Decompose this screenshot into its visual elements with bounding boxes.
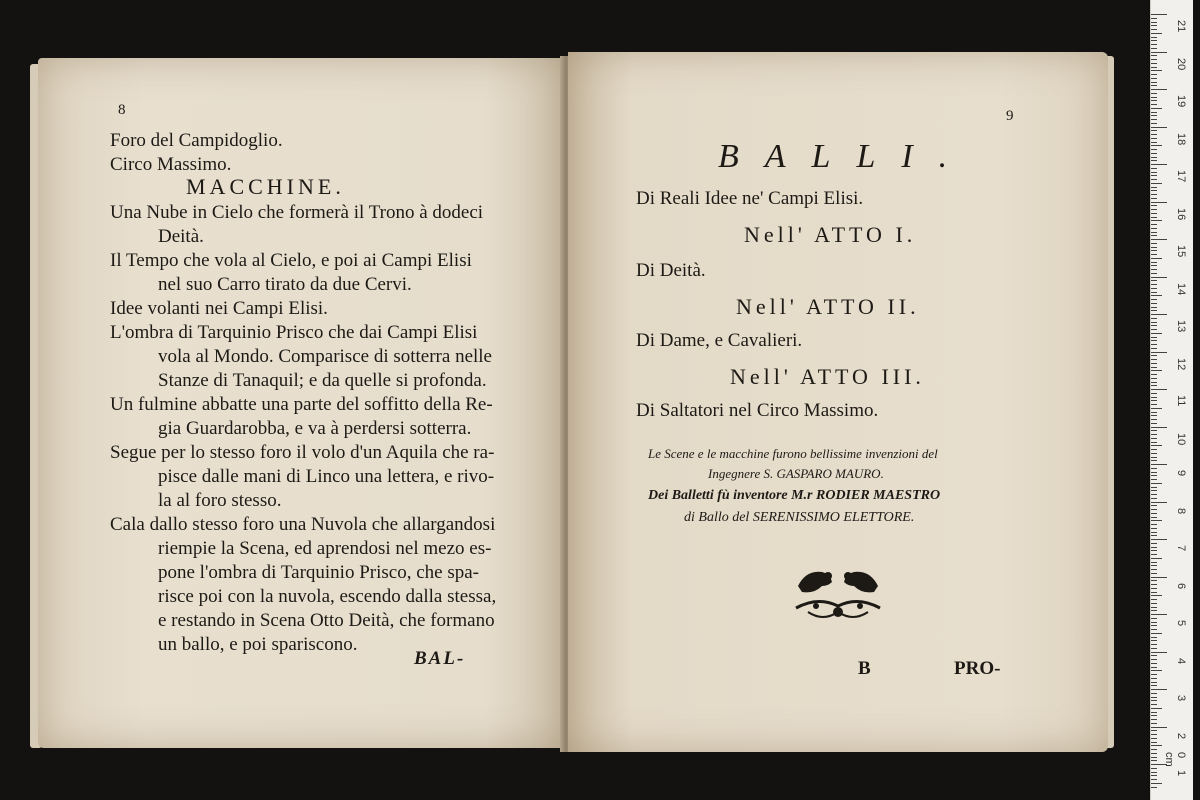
ruler-tick — [1151, 29, 1157, 30]
right-page-number: 9 — [1006, 108, 1014, 124]
ruler-tick — [1151, 498, 1157, 499]
ruler-tick — [1151, 719, 1157, 720]
ruler-tick — [1151, 449, 1157, 450]
ruler-tick — [1151, 205, 1157, 206]
ruler-tick — [1151, 40, 1157, 41]
ruler-tick — [1151, 303, 1157, 304]
text-line: Una Nube in Cielo che formerà il Trono à dodeci — [110, 202, 484, 223]
ruler-tick — [1151, 779, 1157, 780]
ruler-tick — [1151, 727, 1167, 728]
ruler-tick — [1151, 337, 1157, 338]
text-line: L'ombra di Tarquinio Prisco che dai Campi Elisi — [110, 322, 478, 343]
text-line: risce poi con la nuvola, escendo dalla stessa, — [158, 586, 497, 607]
ruler-number: 2 — [1175, 732, 1187, 739]
ruler-tick — [1151, 340, 1157, 341]
ruler-tick — [1151, 367, 1157, 368]
ruler-tick — [1151, 258, 1162, 259]
ruler-tick — [1151, 419, 1157, 420]
ruler-tick — [1151, 344, 1157, 345]
ruler-tick — [1151, 697, 1157, 698]
ruler-tick — [1151, 472, 1157, 473]
ruler-tick — [1151, 352, 1167, 353]
ruler-tick — [1151, 622, 1157, 623]
ruler-tick — [1151, 202, 1167, 203]
ruler-tick — [1151, 427, 1167, 428]
ruler-tick — [1151, 55, 1157, 56]
text-line: riempie la Scena, ed aprendosi nel mezo es- — [158, 538, 492, 559]
catchword: BAL- — [414, 648, 466, 669]
ruler-tick — [1151, 318, 1157, 319]
ruler-tick — [1151, 85, 1157, 86]
text-line: e restando in Scena Otto Deità, che formano — [158, 610, 495, 631]
ruler-tick — [1151, 457, 1157, 458]
ruler-tick — [1151, 633, 1162, 634]
ruler-tick — [1151, 250, 1157, 251]
ruler-tick — [1151, 292, 1157, 293]
text-line: pisce dalle mani di Linco una lettera, e rivo- — [158, 466, 495, 487]
ruler-tick — [1151, 254, 1157, 255]
ruler-number: 16 — [1175, 207, 1187, 220]
ruler-tick — [1151, 363, 1157, 364]
ruler-number: 12 — [1175, 357, 1187, 370]
ruler-tick — [1151, 153, 1157, 154]
ruler-tick — [1151, 307, 1157, 308]
ruler-tick — [1151, 239, 1167, 240]
ruler-tick — [1151, 517, 1157, 518]
ruler-tick — [1151, 655, 1157, 656]
ruler-tick — [1151, 753, 1157, 754]
credit-line: Le Scene e le macchine furono bellissime invenzioni del — [648, 446, 938, 461]
ruler-tick — [1151, 670, 1162, 671]
ruler-tick — [1151, 172, 1157, 173]
ruler-tick — [1151, 183, 1162, 184]
text-line: Segue per lo stesso foro il volo d'un Aquila che ra- — [110, 442, 495, 463]
ruler-tick — [1151, 415, 1157, 416]
ruler-tick — [1151, 595, 1162, 596]
left-page-number: 8 — [118, 102, 126, 118]
credit-line: Ingegnere S. GASPARO MAURO. — [708, 466, 884, 481]
ruler-number: 19 — [1175, 95, 1187, 108]
ruler-tick — [1151, 63, 1157, 64]
ruler-tick — [1151, 273, 1157, 274]
act-heading: Nell' ATTO III. — [730, 364, 925, 389]
ruler-tick — [1151, 682, 1157, 683]
ruler-tick — [1151, 232, 1157, 233]
ruler-tick — [1151, 97, 1157, 98]
ruler-tick — [1151, 520, 1162, 521]
ruler-tick — [1151, 348, 1157, 349]
ruler-tick — [1151, 243, 1157, 244]
ruler-tick — [1151, 325, 1157, 326]
ruler-tick — [1151, 220, 1162, 221]
signature-mark: B — [858, 658, 871, 679]
ruler-tick — [1151, 209, 1157, 210]
text-line: Di Saltatori nel Circo Massimo. — [636, 400, 879, 421]
ruler-tick — [1151, 104, 1157, 105]
ruler-tick — [1151, 82, 1157, 83]
ruler-tick — [1151, 745, 1162, 746]
ruler-tick — [1151, 674, 1157, 675]
ruler-tick — [1151, 228, 1157, 229]
ruler-number: 21 — [1175, 20, 1187, 33]
catchword: PRO- — [954, 658, 1001, 679]
ruler-tick — [1151, 385, 1157, 386]
ruler-tick — [1151, 295, 1162, 296]
ruler-tick — [1151, 67, 1157, 68]
left-page — [38, 58, 564, 748]
text-line: Idee volanti nei Campi Elisi. — [110, 298, 328, 319]
ruler-tick — [1151, 667, 1157, 668]
ruler-number: 5 — [1175, 620, 1187, 627]
text-line: un ballo, e poi spariscono. — [158, 634, 358, 655]
ruler-tick — [1151, 618, 1157, 619]
ruler-tick — [1151, 412, 1157, 413]
ruler-tick — [1151, 742, 1157, 743]
ruler-tick — [1151, 123, 1157, 124]
ruler-tick — [1151, 760, 1157, 761]
ruler-unit-label: 0 cm — [1163, 752, 1187, 767]
text-line: Di Reali Idee ne' Campi Elisi. — [636, 188, 864, 209]
text-line: Circo Massimo. — [110, 154, 232, 175]
ruler-tick — [1151, 715, 1157, 716]
ruler-tick — [1151, 14, 1167, 15]
ruler-tick — [1151, 370, 1162, 371]
ruler-tick — [1151, 389, 1167, 390]
ruler-number: 11 — [1175, 395, 1187, 407]
ruler-tick — [1151, 550, 1157, 551]
ruler-tick — [1151, 322, 1157, 323]
text-line: vola al Mondo. Comparisce di sotterra nelle — [158, 346, 492, 367]
text-line: Di Dame, e Cavalieri. — [636, 330, 803, 351]
section-heading: MACCHINE. — [186, 174, 345, 199]
ruler-tick — [1151, 78, 1157, 79]
ruler-tick — [1151, 464, 1167, 465]
ruler-tick — [1151, 505, 1157, 506]
ruler-tick — [1151, 554, 1157, 555]
ruler-tick — [1151, 438, 1157, 439]
ruler-tick — [1151, 112, 1157, 113]
text-line: Foro del Campidoglio. — [110, 130, 283, 151]
ruler-tick — [1151, 573, 1157, 574]
ruler-tick — [1151, 100, 1157, 101]
ruler-tick — [1151, 142, 1157, 143]
ruler-tick — [1151, 393, 1157, 394]
ruler-tick — [1151, 775, 1157, 776]
ruler-tick — [1151, 535, 1157, 536]
ruler-tick — [1151, 445, 1162, 446]
ruler-tick — [1151, 247, 1157, 248]
ruler-tick — [1151, 299, 1157, 300]
ruler-tick — [1151, 138, 1157, 139]
ruler-tick — [1151, 355, 1157, 356]
ruler-tick — [1151, 700, 1157, 701]
ruler-tick — [1151, 562, 1157, 563]
ruler-tick — [1151, 678, 1157, 679]
ruler-tick — [1151, 288, 1157, 289]
ruler-tick — [1151, 453, 1157, 454]
ruler-tick — [1151, 382, 1157, 383]
ruler-tick — [1151, 187, 1157, 188]
ruler-tick — [1151, 528, 1157, 529]
ruler-tick — [1151, 213, 1157, 214]
ruler-tick — [1151, 314, 1167, 315]
ruler-tick — [1151, 558, 1162, 559]
ruler-tick — [1151, 224, 1157, 225]
ruler-number: 20 — [1175, 57, 1187, 70]
ruler-tick — [1151, 490, 1157, 491]
ruler-tick — [1151, 378, 1157, 379]
ruler-tick — [1151, 468, 1157, 469]
ruler-tick — [1151, 487, 1157, 488]
text-line: gia Guardarobba, e va à perdersi sotterra. — [158, 418, 472, 439]
ruler-tick — [1151, 119, 1157, 120]
credit-line: Dei Balletti fù inventore M.r RODIER MAESTRO — [648, 488, 941, 503]
ruler-tick — [1151, 179, 1157, 180]
text-line: nel suo Carro tirato da due Cervi. — [158, 274, 412, 295]
ruler-tick — [1151, 262, 1157, 263]
ruler-tick — [1151, 400, 1157, 401]
measuring-ruler — [1150, 0, 1193, 800]
ruler-number: 17 — [1175, 170, 1187, 183]
ruler-tick — [1151, 423, 1157, 424]
ruler-tick — [1151, 460, 1157, 461]
ruler-tick — [1151, 502, 1167, 503]
ruler-tick — [1151, 269, 1157, 270]
text-line: la al foro stesso. — [158, 490, 282, 511]
ruler-tick — [1151, 607, 1157, 608]
text-line: Stanze di Tanaquil; e da quelle si profonda. — [158, 370, 487, 391]
text-line: Cala dallo stesso foro una Nuvola che allargandosi — [110, 514, 496, 535]
ruler-number: 18 — [1175, 132, 1187, 145]
ruler-tick — [1151, 663, 1157, 664]
ruler-tick — [1151, 584, 1157, 585]
ruler-tick — [1151, 194, 1157, 195]
ruler-number: 15 — [1175, 245, 1187, 258]
ruler-tick — [1151, 734, 1157, 735]
ruler-tick — [1151, 33, 1162, 34]
ruler-tick — [1151, 787, 1157, 788]
ruler-tick — [1151, 434, 1157, 435]
ruler-tick — [1151, 310, 1157, 311]
ruler-tick — [1151, 603, 1157, 604]
text-line: pone l'ombra di Tarquinio Prisco, che spa- — [158, 562, 479, 583]
ruler-tick — [1151, 89, 1167, 90]
ruler-tick — [1151, 160, 1157, 161]
ruler-tick — [1151, 190, 1157, 191]
act-heading: Nell' ATTO I. — [744, 222, 917, 247]
text-line: Un fulmine abbatte una parte del soffitto della Re- — [110, 394, 493, 415]
ruler-tick — [1151, 175, 1157, 176]
ruler-tick — [1151, 592, 1157, 593]
ruler-tick — [1151, 168, 1157, 169]
ruler-tick — [1151, 614, 1167, 615]
ruler-tick — [1151, 689, 1167, 690]
ruler-tick — [1151, 74, 1157, 75]
ruler-tick — [1151, 648, 1157, 649]
ruler-tick — [1151, 610, 1157, 611]
ruler-tick — [1151, 408, 1162, 409]
ruler-tick — [1151, 513, 1157, 514]
ruler-tick — [1151, 524, 1157, 525]
ruler-tick — [1151, 329, 1157, 330]
ruler-tick — [1151, 265, 1157, 266]
page-title: BALLI. — [718, 138, 974, 175]
ruler-tick — [1151, 157, 1157, 158]
ruler-number: 13 — [1175, 320, 1187, 333]
ruler-tick — [1151, 644, 1157, 645]
ruler-tick — [1151, 430, 1157, 431]
ruler-tick — [1151, 404, 1157, 405]
ruler-number: 3 — [1175, 695, 1187, 702]
ruler-tick — [1151, 539, 1167, 540]
ruler-tick — [1151, 333, 1162, 334]
ruler-tick — [1151, 569, 1157, 570]
ruler-tick — [1151, 374, 1157, 375]
ruler-number: 8 — [1175, 507, 1187, 514]
ruler-tick — [1151, 738, 1157, 739]
ruler-tick — [1151, 629, 1157, 630]
ruler-tick — [1151, 543, 1157, 544]
ruler-number: 1 — [1175, 770, 1187, 777]
ruler-number: 9 — [1175, 470, 1187, 477]
ruler-tick — [1151, 483, 1162, 484]
ruler-tick — [1151, 685, 1157, 686]
ruler-tick — [1151, 588, 1157, 589]
ruler-number: 14 — [1175, 282, 1187, 295]
ruler-tick — [1151, 145, 1162, 146]
right-page — [568, 52, 1108, 752]
ruler-tick — [1151, 712, 1157, 713]
ruler-tick — [1151, 659, 1157, 660]
ruler-tick — [1151, 693, 1157, 694]
ruler-tick — [1151, 599, 1157, 600]
ruler-tick — [1151, 625, 1157, 626]
ruler-tick — [1151, 277, 1167, 278]
ruler-tick — [1151, 532, 1157, 533]
ruler-tick — [1151, 708, 1162, 709]
ruler-tick — [1151, 475, 1157, 476]
ruler-tick — [1151, 127, 1167, 128]
credit-line: di Ballo del SERENISSIMO ELETTORE. — [684, 510, 915, 525]
ruler-tick — [1151, 565, 1157, 566]
ruler-tick — [1151, 359, 1157, 360]
ruler-tick — [1151, 783, 1162, 784]
ruler-tick — [1151, 704, 1157, 705]
ruler-number: 7 — [1175, 545, 1187, 552]
ruler-tick — [1151, 134, 1157, 135]
text-line: Deità. — [158, 226, 204, 247]
ruler-tick — [1151, 280, 1157, 281]
ruler-number: 6 — [1175, 582, 1187, 589]
bird-ornament-icon — [788, 556, 888, 628]
ruler-tick — [1151, 479, 1157, 480]
ruler-tick — [1151, 772, 1157, 773]
ruler-tick — [1151, 52, 1167, 53]
ruler-tick — [1151, 637, 1157, 638]
ruler-tick — [1151, 37, 1157, 38]
ruler-tick — [1151, 577, 1167, 578]
ruler-tick — [1151, 115, 1157, 116]
ruler-tick — [1151, 149, 1157, 150]
ruler-number: 4 — [1175, 657, 1187, 664]
text-line: Il Tempo che vola al Cielo, e poi ai Campi Elisi — [110, 250, 472, 271]
ruler-tick — [1151, 730, 1157, 731]
ruler-number: 10 — [1175, 432, 1187, 445]
ruler-tick — [1151, 70, 1162, 71]
ruler-tick — [1151, 723, 1157, 724]
ruler-tick — [1151, 652, 1167, 653]
ruler-tick — [1151, 22, 1157, 23]
ruler-tick — [1151, 59, 1157, 60]
ruler-tick — [1151, 509, 1157, 510]
ruler-tick — [1151, 18, 1157, 19]
ruler-tick — [1151, 48, 1157, 49]
ruler-tick — [1151, 217, 1157, 218]
ruler-tick — [1151, 397, 1157, 398]
ruler-tick — [1151, 749, 1157, 750]
text-line: Di Deità. — [636, 260, 706, 281]
ruler-tick — [1151, 580, 1157, 581]
ruler-tick — [1151, 198, 1157, 199]
ruler-tick — [1151, 494, 1157, 495]
ruler-tick — [1151, 108, 1162, 109]
ruler-tick — [1151, 442, 1157, 443]
ruler-tick — [1151, 235, 1157, 236]
ruler-tick — [1151, 757, 1157, 758]
ruler-tick — [1151, 25, 1157, 26]
ruler-tick — [1151, 164, 1167, 165]
ruler-tick — [1151, 130, 1157, 131]
ruler-tick — [1151, 93, 1157, 94]
act-heading: Nell' ATTO II. — [736, 294, 920, 319]
ruler-tick — [1151, 640, 1157, 641]
ruler-tick — [1151, 768, 1157, 769]
ruler-tick — [1151, 547, 1157, 548]
ruler-tick — [1151, 44, 1157, 45]
ruler-tick — [1151, 284, 1157, 285]
